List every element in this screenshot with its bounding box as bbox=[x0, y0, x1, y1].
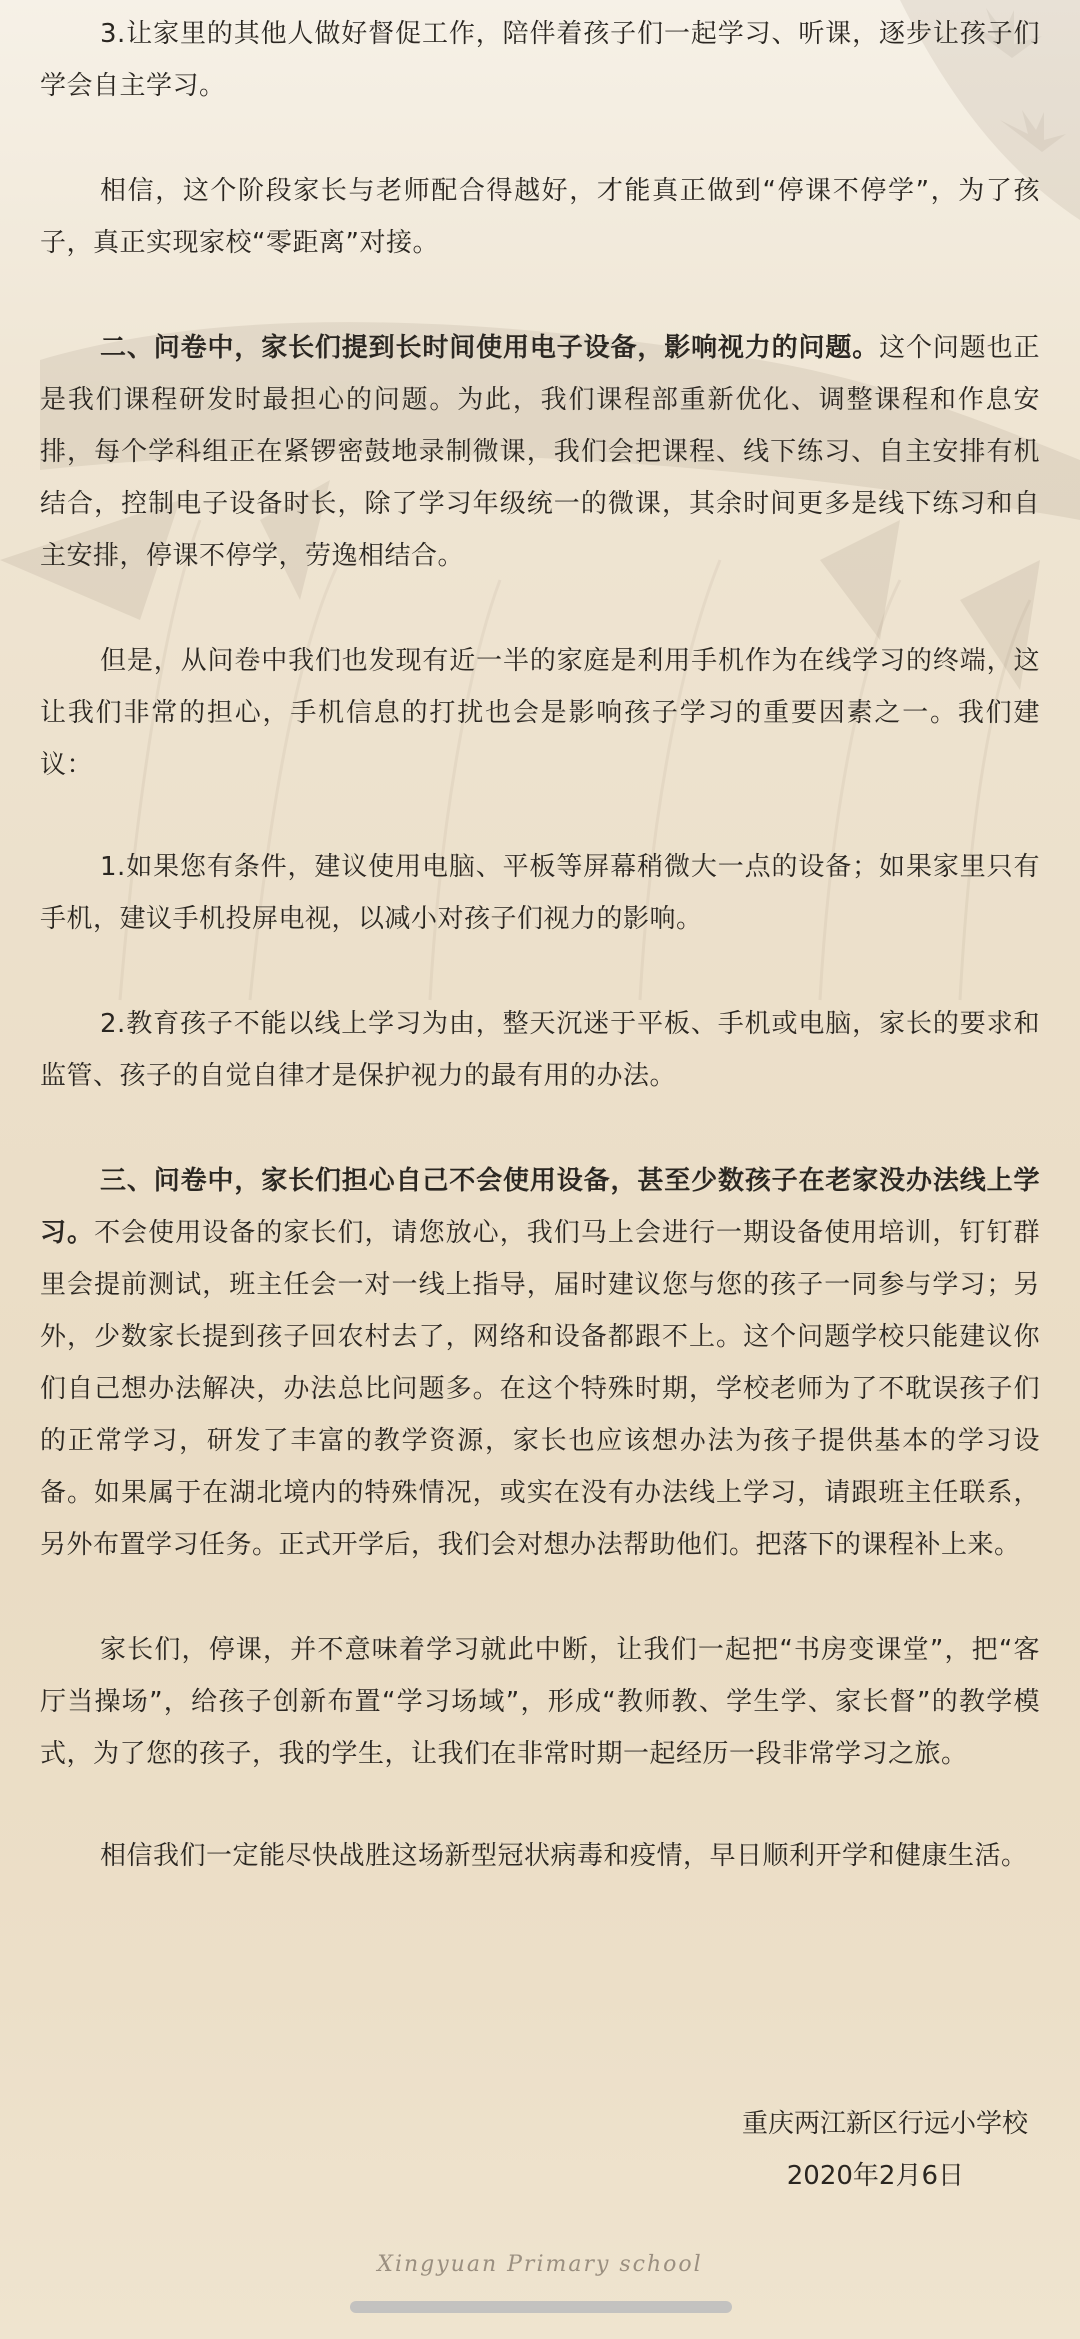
signature-date: 2020年2月6日 bbox=[786, 2161, 964, 2191]
paragraph-tip-3: 3.让家里的其他人做好督促工作，陪伴着孩子们一起学习、听课，逐步让孩子们学会自主学习。 bbox=[40, 19, 1040, 101]
section-2-heading: 二、问卷中，家长们提到长时间使用电子设备，影响视力的问题。 bbox=[100, 333, 880, 363]
footer-brand-text: Xingyuan Primary school bbox=[377, 2252, 703, 2277]
paragraph-parents-message: 家长们，停课，并不意味着学习就此中断，让我们一起把“书房变课堂”，把“客厅当操场”，给孩子创新布置“学习场域”，形成“教师教、学生学、家长督”的教学模式，为了您的孩子，我的学生，让我们在非常时期一起经历一段非常学习之旅。 bbox=[40, 1635, 1040, 1769]
section-3-text: 不会使用设备的家长们，请您放心，我们马上会进行一期设备使用培训，钉钉群里会提前测试，班主任会一对一线上指导，届时建议您与您的孩子一同参与学习；另外，少数家长提到孩子回农村去了，网络和设备都跟不上。这个问题学校只能建议你们自己想办法解决，办法总比问题多。在这个特殊时期，学校老师为了不耽误孩子们的正常学习，研发了丰富的教学资源，家长也应该想办法为孩子提供基本的学习设备。如果属于在湖北境内的特殊情况，或实在没有办法线上学习，请跟班主任联系，另外布置学习任务。正式开学后，我们会对想办法帮助他们。把落下的课程补上来。 bbox=[40, 1218, 1040, 1560]
paragraph-section-3 bbox=[40, 1155, 1040, 1571]
article-body bbox=[40, 8, 1040, 1882]
paragraph-phone-concern: 但是，从问卷中我们也发现有近一半的家庭是利用手机作为在线学习的终端，这让我们非常的担心，手机信息的打扰也会是影响孩子学习的重要因素之一。我们建议： bbox=[40, 646, 1040, 780]
signature-school: 重庆两江新区行远小学校 bbox=[741, 2109, 1028, 2139]
paragraph-cooperation: 相信，这个阶段家长与老师配合得越好，才能真正做到“停课不停学”，为了孩子，真正实现家校“零距离”对接。 bbox=[40, 176, 1040, 258]
home-indicator-bar[interactable] bbox=[350, 2301, 732, 2313]
section-3-heading: 三、问卷中，家长们担心自己不会使用设备，甚至少数孩子在老家没办法线上学习。 bbox=[40, 1166, 1040, 1248]
paragraph-section-2 bbox=[40, 322, 1040, 582]
paragraph-suggestion-1: 1.如果您有条件，建议使用电脑、平板等屏幕稍微大一点的设备；如果家里只有手机，建议手机投屏电视，以减小对孩子们视力的影响。 bbox=[40, 852, 1040, 934]
section-2-text: 这个问题也正是我们课程研发时最担心的问题。为此，我们课程部重新优化、调整课程和作息安排，每个学科组正在紧锣密鼓地录制微课，我们会把课程、线下练习、自主安排有机结合，控制电子设备时长，除了学习年级统一的微课，其余时间更多是线下练习和自主安排，停课不停学，劳逸相结合。 bbox=[40, 333, 1040, 571]
paragraph-suggestion-2: 2.教育孩子不能以线上学习为由，整天沉迷于平板、手机或电脑，家长的要求和监管、孩子的自觉自律才是保护视力的最有用的办法。 bbox=[40, 1009, 1040, 1091]
paragraph-closing: 相信我们一定能尽快战胜这场新型冠状病毒和疫情，早日顺利开学和健康生活。 bbox=[100, 1841, 1028, 1871]
